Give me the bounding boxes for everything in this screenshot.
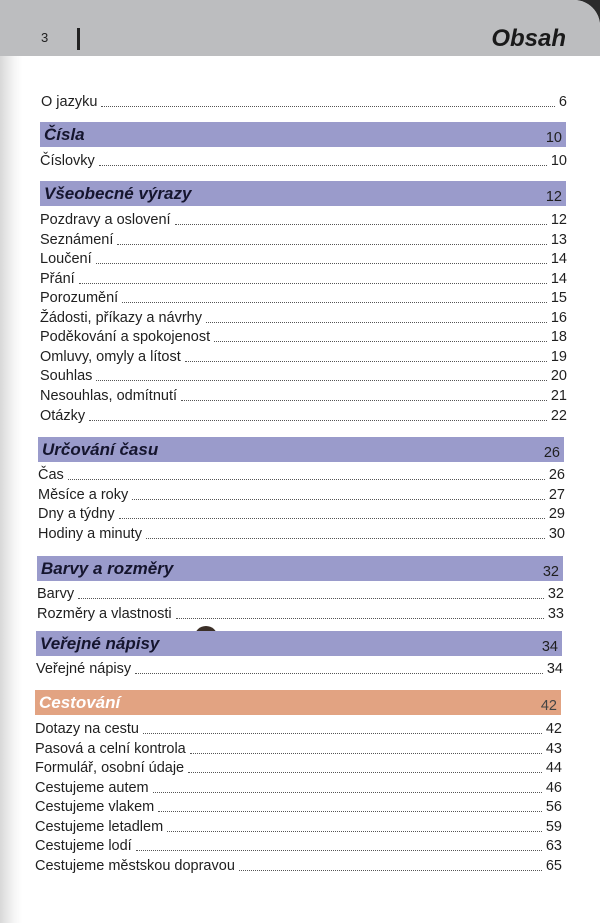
toc-entry[interactable] [40,250,567,268]
toc-entry-page: 42 [545,721,562,737]
toc-section-heading[interactable] [36,631,562,656]
toc-entry[interactable] [35,818,562,836]
toc-entry-label: Barvy [37,586,75,602]
toc-entry[interactable] [40,152,567,170]
toc-entry-label: Porozumění [40,290,119,307]
page-number: 3 [41,30,49,45]
toc-entry-page: 65 [545,857,562,874]
toc-entry[interactable] [35,798,562,816]
toc-entry[interactable] [40,387,567,405]
toc-entry-label: Poděkování a spokojenost [40,329,211,346]
toc-entry[interactable] [40,270,567,288]
toc-entry-label: Přání [40,270,75,287]
toc-entry-label: Souhlas [40,368,93,385]
toc-entry-label: Loučení [40,251,92,268]
toc-entry[interactable] [35,837,562,855]
toc-entry-page: 30 [548,525,565,542]
page-header [0,0,600,56]
toc-entry[interactable] [40,407,567,425]
dot-leader [239,870,542,871]
dot-leader [101,106,555,107]
section-title: Veřejné nápisy [40,633,160,653]
toc-entry-page: 18 [550,329,567,346]
toc-entry-page: 63 [545,838,562,855]
toc-entry[interactable] [37,605,564,623]
toc-entry-page: 27 [548,486,565,503]
toc-entry-intro[interactable] [41,93,567,111]
dot-leader [153,792,542,793]
dot-leader [122,302,547,303]
section-page: 34 [541,638,558,655]
dot-leader [167,831,542,832]
toc-entry[interactable] [40,309,567,327]
toc-entry-label: Veřejné nápisy [36,661,132,677]
toc-entry[interactable] [38,505,565,523]
toc-entry-label: Cestujeme lodí [35,838,132,855]
toc-entry-label: Cestujeme vlakem [35,799,155,816]
toc-entry-label: Rozměry a vlastnosti [37,605,172,622]
section-title: Všeobecné výrazy [44,183,192,203]
dot-leader [181,400,547,401]
section-page: 26 [543,444,560,461]
toc-section-heading[interactable] [40,122,566,147]
section-title: Barvy a rozměry [41,558,174,578]
toc-entry-page: 46 [545,779,562,796]
toc-entry-page: 6 [558,94,567,110]
toc-entry-page: 26 [548,467,565,483]
dot-leader [143,733,542,734]
toc-entry[interactable] [40,348,567,366]
toc-entry[interactable] [38,525,565,543]
section-title: Cestování [39,692,121,712]
toc-entry-page: 29 [548,506,565,523]
dot-leader [188,772,542,773]
toc-entry[interactable] [38,486,565,504]
dot-leader [99,165,547,166]
dot-leader [190,753,542,754]
dot-leader [185,361,547,362]
toc-entry-label: Pasová a celní kontrola [35,740,186,757]
page-gutter-shadow [0,0,22,923]
section-title: Určování času [42,439,159,459]
toc-entry[interactable] [35,779,562,797]
toc-entry[interactable] [40,289,567,307]
toc-entry[interactable] [38,466,565,484]
toc-entry-page: 22 [550,407,567,424]
dot-leader [214,341,547,342]
toc-entry-page: 19 [550,348,567,365]
dot-leader [136,850,542,851]
dot-leader [146,538,545,539]
toc-entry-label: O jazyku [41,94,98,110]
section-page: 10 [545,129,562,146]
section-page: 32 [542,563,559,580]
toc-entry[interactable] [40,367,567,385]
toc-entry-page: 34 [546,661,563,677]
dot-leader [158,811,542,812]
toc-entry[interactable] [35,720,562,738]
toc-entry-label: Pozdravy a oslovení [40,212,171,228]
toc-entry-label: Číslovky [40,153,95,169]
toc-entry-label: Formulář, osobní údaje [35,760,185,777]
toc-entry-page: 56 [545,799,562,816]
toc-entry-page: 14 [550,251,567,268]
dot-leader [89,420,547,421]
toc-entry[interactable] [35,759,562,777]
dot-leader [135,673,543,674]
toc-entry-label: Hodiny a minuty [38,525,142,542]
toc-entry-label: Dny a týdny [38,506,115,523]
toc-entry[interactable] [37,585,564,603]
toc-entry[interactable] [40,211,567,229]
toc-entry-page: 12 [550,212,567,228]
toc-entry-page: 16 [550,309,567,326]
toc-entry-label: Nesouhlas, odmítnutí [40,387,178,404]
toc-entry-page: 43 [545,740,562,757]
toc-entry-label: Žádosti, příkazy a návrhy [40,309,202,326]
toc-entry[interactable] [40,328,567,346]
toc-entry-page: 32 [547,586,564,602]
toc-entry-label: Cestujeme městskou dopravou [35,857,235,874]
section-page: 12 [545,188,562,205]
toc-entry-page: 21 [550,387,567,404]
toc-entry-label: Otázky [40,407,86,424]
toc-entry-label: Čas [38,467,64,483]
toc-section-heading[interactable] [40,181,566,206]
toc-entry-label: Dotazy na cestu [35,721,139,737]
toc-entry-page: 44 [545,760,562,777]
toc-entry[interactable] [35,740,562,758]
dot-leader [176,618,544,619]
dot-leader [117,244,547,245]
toc-entry-page: 59 [545,818,562,835]
toc-entry[interactable] [40,231,567,249]
toc-entry-page: 33 [547,605,564,622]
toc-entry[interactable] [35,857,562,875]
toc-entry[interactable] [36,660,563,678]
toc-entry-page: 14 [550,270,567,287]
toc-entry-page: 10 [550,153,567,169]
dot-leader [96,263,547,264]
toc-section-heading[interactable] [38,437,564,462]
header-divider [77,28,80,50]
section-page: 42 [540,697,557,714]
toc-entry-label: Seznámení [40,231,114,248]
toc-section-heading[interactable] [37,556,563,581]
page-title: Obsah [491,25,566,52]
toc-entry-page: 15 [550,290,567,307]
toc-entry-label: Omluvy, omyly a lítost [40,348,181,365]
dot-leader [119,518,545,519]
toc-entry-label: Cestujeme letadlem [35,818,164,835]
toc-entry-page: 20 [550,368,567,385]
dot-leader [206,322,547,323]
dot-leader [96,380,546,381]
dot-leader [79,283,547,284]
toc-entry-label: Cestujeme autem [35,779,149,796]
toc-entry-page: 13 [550,231,567,248]
dot-leader [78,598,544,599]
dot-leader [132,499,545,500]
dot-leader [175,224,547,225]
section-title: Čísla [44,124,85,144]
toc-entry-label: Měsíce a roky [38,486,129,503]
dot-leader [68,479,545,480]
toc-section-heading[interactable] [35,690,561,715]
